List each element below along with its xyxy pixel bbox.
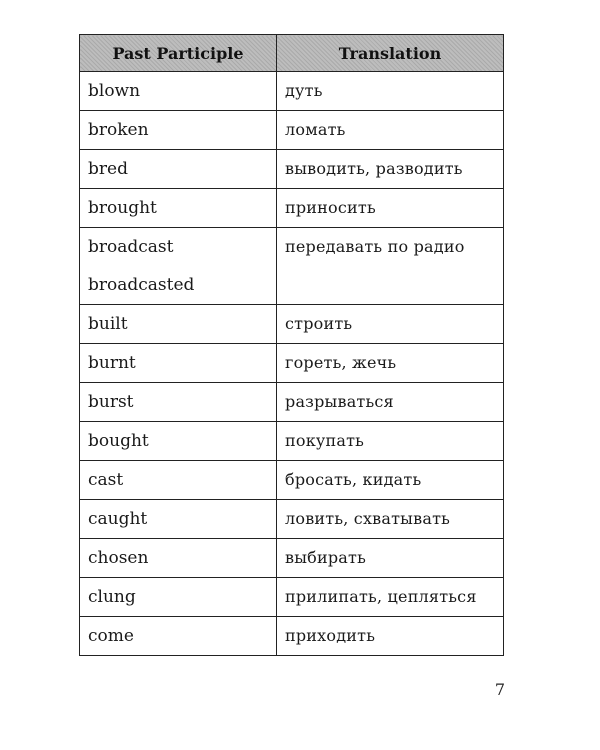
past-participle-form: burst (88, 392, 134, 412)
past-participle-cell (80, 422, 277, 461)
translation-cell: строить (277, 305, 504, 344)
translation-cell: приносить (277, 189, 504, 228)
past-participle-cell (80, 578, 277, 617)
past-participle-form: come (88, 626, 134, 646)
table-row (80, 617, 504, 656)
table-row (80, 461, 504, 500)
past-participle-form: brought (88, 198, 157, 218)
past-participle-cell (80, 500, 277, 539)
translation-cell: ловить, схватывать (277, 500, 504, 539)
past-participle-form: caught (88, 509, 148, 529)
table-body (80, 72, 504, 656)
table-row (80, 344, 504, 383)
translation-cell: бросать, кидать (277, 461, 504, 500)
past-participle-form: bought (88, 431, 149, 451)
table-row (80, 578, 504, 617)
past-participle-form: burnt (88, 353, 136, 373)
translation-cell: прилипать, цепляться (277, 578, 504, 617)
page-number: 7 (494, 680, 505, 699)
translation-cell: выбирать (277, 539, 504, 578)
table-row (80, 539, 504, 578)
past-participle-cell (80, 383, 277, 422)
past-participle-cell (80, 344, 277, 383)
table-row (80, 422, 504, 461)
past-participle-form: broadcast (88, 237, 174, 257)
past-participle-cell (80, 111, 277, 150)
table-row (80, 228, 504, 305)
past-participle-form: built (88, 314, 128, 334)
table-row (80, 305, 504, 344)
past-participle-form: chosen (88, 548, 149, 568)
table-row (80, 72, 504, 111)
table-row (80, 189, 504, 228)
translation-cell: передавать по радио (277, 228, 504, 305)
past-participle-form: broken (88, 120, 149, 140)
table-row (80, 383, 504, 422)
past-participle-form: blown (88, 81, 141, 101)
past-participle-cell (80, 305, 277, 344)
header-past-participle: Past Participle (80, 35, 277, 72)
past-participle-cell (80, 617, 277, 656)
table-row (80, 150, 504, 189)
past-participle-cell (80, 72, 277, 111)
past-participle-cell (80, 461, 277, 500)
past-participle-cell (80, 539, 277, 578)
past-participle-form: clung (88, 587, 136, 607)
translation-cell: покупать (277, 422, 504, 461)
table-row (80, 500, 504, 539)
past-participle-cell (80, 228, 277, 305)
past-participle-form: cast (88, 470, 124, 490)
past-participle-cell (80, 189, 277, 228)
translation-cell: выводить, разводить (277, 150, 504, 189)
table-row (80, 111, 504, 150)
past-participle-cell (80, 150, 277, 189)
translation-cell: гореть, жечь (277, 344, 504, 383)
header-translation: Translation (277, 35, 504, 72)
translation-cell: приходить (277, 617, 504, 656)
translation-cell: ломать (277, 111, 504, 150)
table-header (80, 35, 504, 72)
past-participle-form: broadcasted (88, 275, 195, 295)
header-row (80, 35, 504, 72)
translation-cell: дуть (277, 72, 504, 111)
translation-cell: разрываться (277, 383, 504, 422)
verb-table (79, 34, 504, 656)
past-participle-form: bred (88, 159, 128, 179)
